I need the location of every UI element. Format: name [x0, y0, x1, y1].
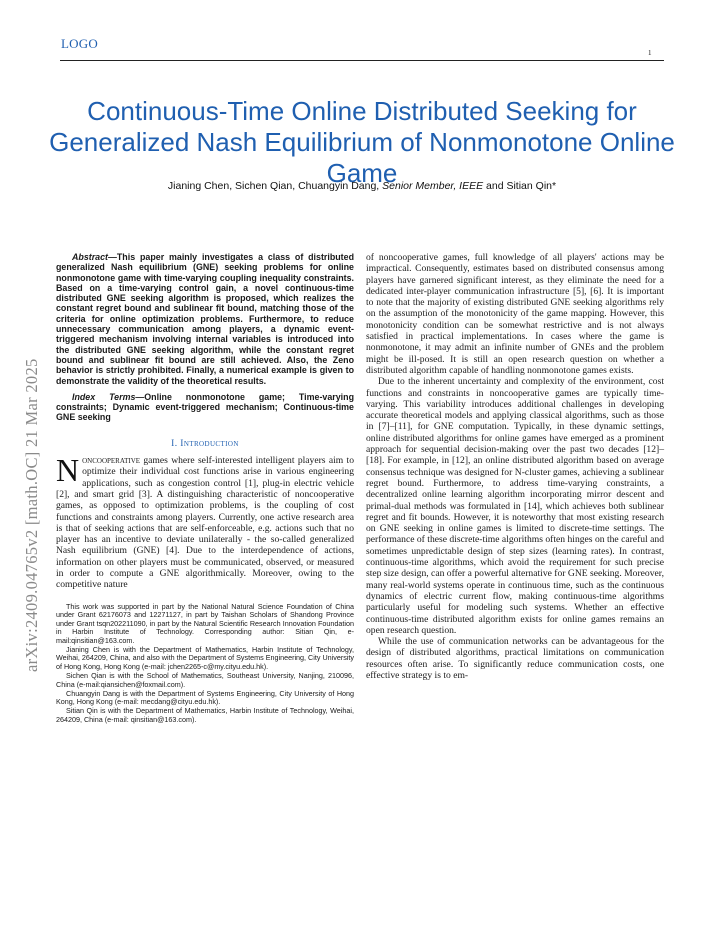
footnote-author-4: Sitian Qin is with the Department of Mathematics, Harbin Institute of Technology, Weihai, 264209, China (e-mail: qinsitian@163.com).: [56, 706, 354, 724]
index-terms: Index Terms—Online nonmonotone game; Time-varying constraints; Dynamic event-triggered mechanism; Continuous-time GNE seeking: [56, 391, 354, 423]
paper-title: Continuous-Time Online Distributed Seeking for Generalized Nash Equilibrium of Nonmonotone Online Game: [49, 96, 675, 189]
index-terms-label: Index Terms: [72, 391, 136, 402]
body-paragraph: of noncooperative games, full knowledge of all players' actions may be impractical. Consequently, estimates based on distributed consensus among players have garnered significant interest, as they eliminate the need for a dedicated inter-player communication infrastructure [5], [6]. It is important to note that the majority of existing distributed GNE seeking algorithms rely on the assumption of the monotonicity of the game mapping. However, this monotonicity condition can be somewhat restrictive and is not always satisfied in practical implementations. In cases where the game is nonmonotone, it may admit an infinite number of GNEs and the problem might be ill-posed. It is still an open research question on whether a distributed algorithm capable of handling nonmonotone games exists.: [366, 252, 664, 376]
author-last: and Sitian Qin*: [486, 180, 557, 192]
logo-text: LOGO: [61, 36, 98, 51]
page-number: 1: [648, 49, 652, 57]
footnote-author-3: Chuangyin Dang is with the Department of Systems Engineering, City University of Hong Kong, Hong Kong (e-mail: mecdang@cityu.edu.hk).: [56, 688, 354, 707]
left-column: [56, 252, 354, 725]
footnotes: [56, 603, 354, 725]
author-names: Jianing Chen, Sichen Qian, Chuangyin Dang,: [167, 180, 380, 192]
right-column: [366, 252, 664, 681]
section-heading-introduction: I. Introduction: [171, 438, 239, 449]
drop-cap: N: [56, 452, 80, 489]
header-rule: [60, 60, 664, 61]
abstract: Abstract—This paper mainly investigates a class of distributed generalized Nash equilibrium (GNE) seeking problems for online nonmonotone game with time-varying coupling inequality constraints. Based on a time-varying control gain, a novel continuous-time distributed GNE seeking algorithm is proposed, which realizes the constant regret bound and sublinear fit bound, matching those of the criteria for online optimization problems. Furthermore, to reduce unnecessary communication among players, a dynamic event-triggered mechanism involving internal variables is introduced into the distributed GNE seeking algorithm, while the constant regret bound and sublinear fit bound are still achieved. Also, the Zeno behavior is strictly prohibited. Finally, a numerical example is given to demonstrate the validity of the theoretical results.: [56, 252, 354, 386]
body-paragraph: While the use of communication networks can be advantageous for the design of distributed algorithms, practical limitations on communication resources often arise. To significantly reduce communication costs, one effective strategy is to em-: [366, 636, 664, 681]
author-role: Senior Member, IEEE: [382, 180, 484, 192]
body-paragraph: Due to the inherent uncertainty and complexity of the environment, cost functions and constraints in noncooperative games are typically time-varying. This variability introduces additional challenges in developing accurate theoretical models and applying classical algorithms, such as those in [7]–[11], for GNE computation. Typically, in these dynamic settings, online distributed algorithms for online games have emerged as a prominent approach for sequential decision-making over the past two decades [12]–[18]. For example, in [12], an online distributed algorithm based on average consensus technique was designed for N-cluster games, achieving a sublinear regret bound. Furthermore, to address time-varying constraints, a decentralized online learning algorithm incorporating mirror descent and primal-dual methods was formulated in [14], which achieves both sublinear regret and fit bounds. However, it is noteworthy that most existing research on GNE seeking in online games is limited to discrete-time settings. The performance of these discrete-time algorithms often hinges on the careful and sometimes unpredictable design of step sizes (learning rates). In contrast, continuous-time algorithms, which avoid the requirement for such precise step size design, can offer a powerful alternative for GNE seeking. Moreover, many real-world systems operate in continuous time, such as the continuous dynamics of electric current flow, making continuous-time algorithms particularly useful for modeling such systems. Whether an effective continuous-time distributed algorithm exists for online games remains an open research question.: [366, 376, 664, 636]
footnote-funding: This work was supported in part by the National Natural Science Foundation of China under Grant 62176073 and 12271127, in part by Taishan Scholars of Shandong Province under Grant tsqn202211090, in part by the Natural Scientific Research Innovation Foundation in Harbin Institute of Technology. Corresponding author: Sitian Qin, e-mail:qinsitian@163.com.: [56, 601, 354, 645]
footnote-author-2: Sichen Qian is with the School of Mathematics, Southeast University, Nanjing, 210096, China (e-mail:qiansichen@foxmail.com).: [56, 670, 354, 689]
abstract-label: Abstract: [72, 252, 109, 262]
abstract-text: This paper mainly investigates a class of distributed generalized Nash equilibrium (GNE) seeking problems for online nonmonotone game with time-varying coupling inequality constraints. Based on a time-varying control gain, a novel continuous-time distributed GNE seeking algorithm is proposed, which realizes the constant regret bound and sublinear fit bound, matching those of the criteria for online optimization problems. Furthermore, to reduce unnecessary communication among players, a dynamic event-triggered mechanism involving internal variables is introduced into the distributed GNE seeking algorithm, while the constant regret bound and sublinear fit bound are still achieved. Also, the Zeno behavior is strictly prohibited. Finally, a numerical example is given to demonstrate the validity of the theoretical results.: [56, 252, 354, 386]
intro-text: games where self-interested intelligent players aim to optimize their individual cost functions arise in various engineering applications, such as congestion control [1], plug-in electric vehicle [2], and smart grid [3]. A distinguishing characteristic of noncooperative games, as opposed to optimization problems, is the coupling of cost functions and constraints among players. Currently, one active research area is that of seeking actions that are self-enforceable, e.g. actions such that no player has an incentive to deviate unilaterally - the so-called generalized Nash equilibrium (GNE) [4]. Due to the interdependence of actions, information on other players must be communicated, observed, or measured in order to compute a GNE algorithmically. Moreover, owing to the competitive nature: [56, 455, 354, 591]
intro-paragraph: [56, 452, 354, 591]
index-terms-text: Online nonmonotone game; Time-varying constraints; Dynamic event-triggered mechanism; Continuous-time GNE seeking: [56, 391, 354, 423]
author-line: [40, 180, 684, 192]
footnote-author-1: Jianing Chen is with the Department of Mathematics, Harbin Institute of Technology, Weihai, 264209, China, and also with the Department of Systems Engineering, City University of Hong Kong, Hong Kong (e-mail: jchen2265-c@my.cityu.edu.hk).: [56, 644, 354, 671]
arxiv-stamp: [22, 232, 44, 672]
arxiv-identifier: arXiv:2409.04765v2 [math.OC] 21 Mar 2025: [22, 358, 41, 672]
intro-lead-word: oncooperative: [82, 455, 141, 467]
